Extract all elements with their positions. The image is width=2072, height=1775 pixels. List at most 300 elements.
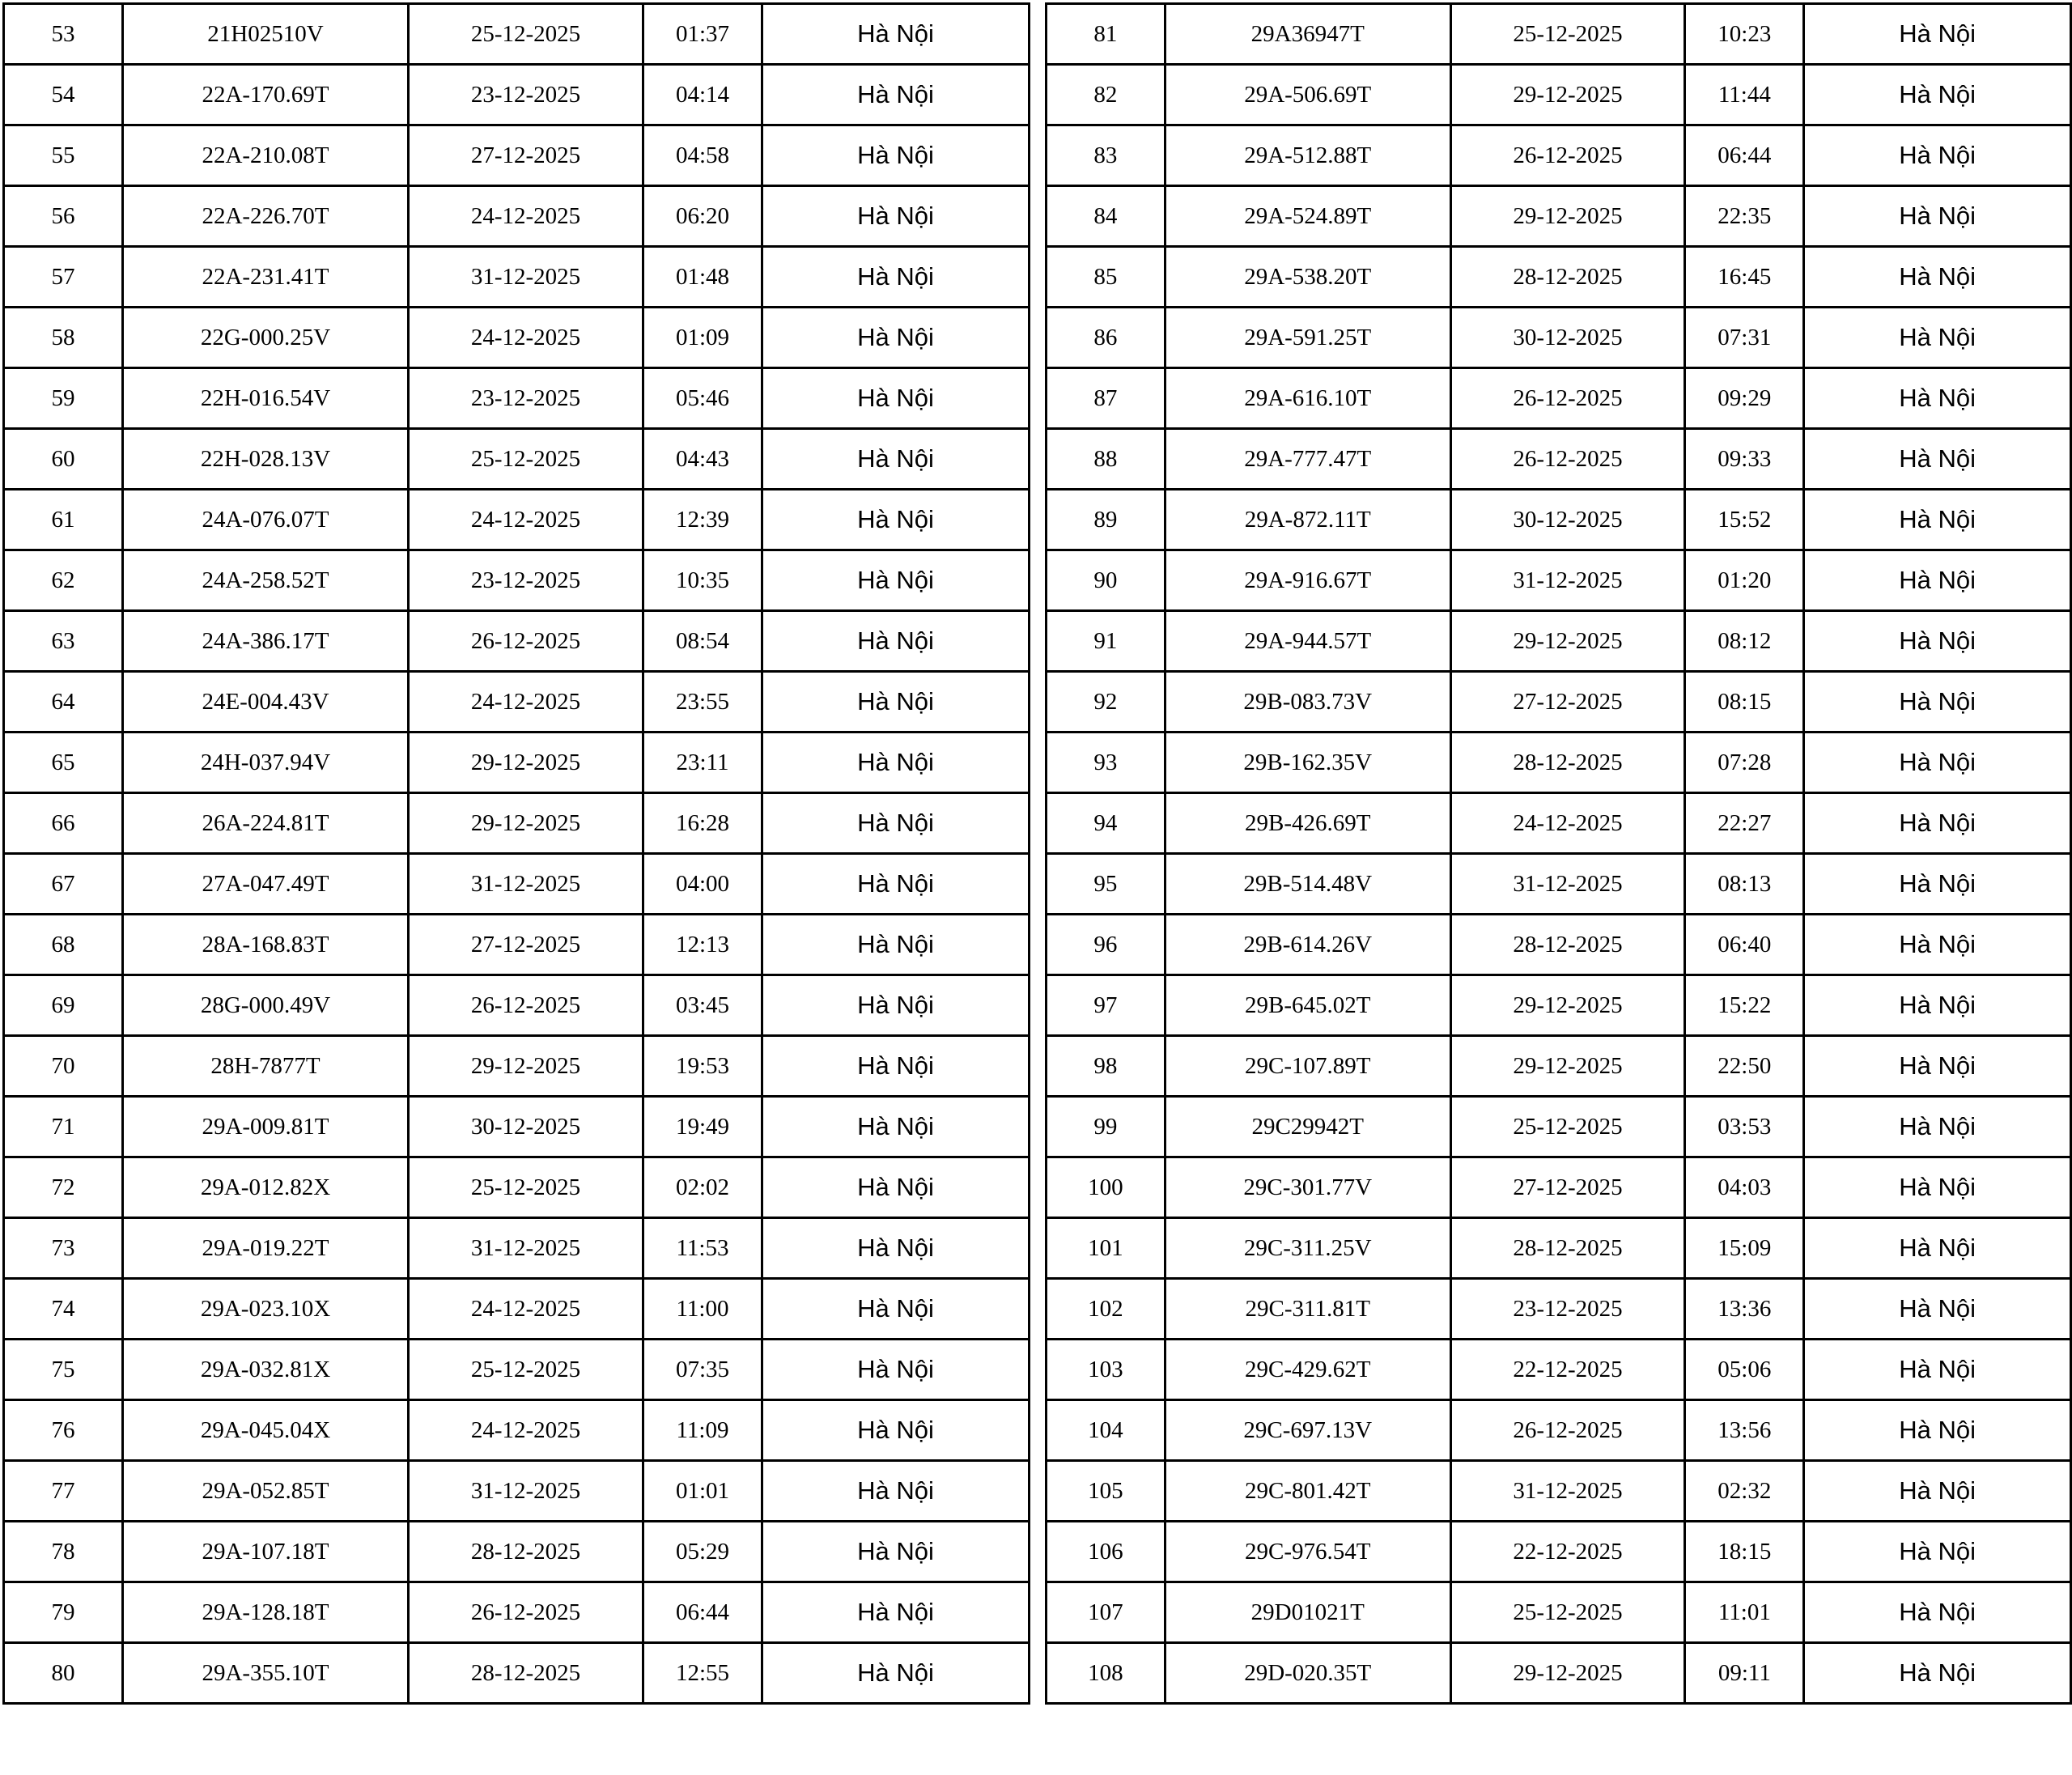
- row-number-cell: 86: [1047, 308, 1166, 368]
- table-row: [4, 1036, 1030, 1097]
- violation-date-cell: 29-12-2025: [409, 733, 643, 793]
- license-plate-cell: 29A-777.47T: [1165, 429, 1450, 490]
- license-plate-cell: 22A-226.70T: [123, 186, 409, 247]
- row-number-cell: 77: [4, 1461, 123, 1522]
- location-cell: Hà Nội: [762, 490, 1030, 550]
- violation-date-cell: 29-12-2025: [409, 1036, 643, 1097]
- table-row: [4, 1218, 1030, 1279]
- violation-date-cell: 31-12-2025: [409, 1218, 643, 1279]
- location-cell: Hà Nội: [1804, 915, 2071, 975]
- table-row: [4, 1522, 1030, 1582]
- license-plate-cell: 26A-224.81T: [123, 793, 409, 854]
- table-row: [4, 308, 1030, 368]
- violation-time-cell: 09:33: [1685, 429, 1804, 490]
- violation-time-cell: 22:35: [1685, 186, 1804, 247]
- violation-date-cell: 23-12-2025: [409, 368, 643, 429]
- license-plate-cell: 29B-083.73V: [1165, 672, 1450, 733]
- table-row: [1047, 1340, 2071, 1400]
- violation-time-cell: 01:01: [643, 1461, 762, 1522]
- table-row: [4, 550, 1030, 611]
- table-row: [4, 186, 1030, 247]
- violation-date-cell: 25-12-2025: [409, 4, 643, 65]
- row-number-cell: 96: [1047, 915, 1166, 975]
- license-plate-cell: 29D-020.35T: [1165, 1643, 1450, 1704]
- license-plate-cell: 29A-872.11T: [1165, 490, 1450, 550]
- violation-date-cell: 22-12-2025: [1450, 1340, 1685, 1400]
- violation-time-cell: 04:14: [643, 65, 762, 125]
- violation-date-cell: 28-12-2025: [1450, 915, 1685, 975]
- violation-date-cell: 31-12-2025: [1450, 1461, 1685, 1522]
- table-row: [1047, 1097, 2071, 1157]
- row-number-cell: 60: [4, 429, 123, 490]
- violation-date-cell: 23-12-2025: [409, 65, 643, 125]
- row-number-cell: 57: [4, 247, 123, 308]
- violation-date-cell: 31-12-2025: [409, 854, 643, 915]
- license-plate-cell: 29A-019.22T: [123, 1218, 409, 1279]
- location-cell: Hà Nội: [1804, 65, 2071, 125]
- location-cell: Hà Nội: [1804, 247, 2071, 308]
- location-cell: Hà Nội: [762, 1340, 1030, 1400]
- table-row: [1047, 1400, 2071, 1461]
- location-cell: Hà Nội: [1804, 429, 2071, 490]
- table-body-left: [4, 4, 1030, 1704]
- violation-time-cell: 07:31: [1685, 308, 1804, 368]
- license-plate-cell: 29C-976.54T: [1165, 1522, 1450, 1582]
- license-plate-cell: 29A-012.82X: [123, 1157, 409, 1218]
- row-number-cell: 84: [1047, 186, 1166, 247]
- license-plate-cell: 22A-170.69T: [123, 65, 409, 125]
- table-row: [1047, 733, 2071, 793]
- row-number-cell: 54: [4, 65, 123, 125]
- violation-time-cell: 06:44: [643, 1582, 762, 1643]
- location-cell: Hà Nội: [762, 1157, 1030, 1218]
- violation-time-cell: 06:20: [643, 186, 762, 247]
- location-cell: Hà Nội: [1804, 1340, 2071, 1400]
- row-number-cell: 88: [1047, 429, 1166, 490]
- license-plate-cell: 28A-168.83T: [123, 915, 409, 975]
- row-number-cell: 55: [4, 125, 123, 186]
- violation-time-cell: 07:35: [643, 1340, 762, 1400]
- violation-time-cell: 23:55: [643, 672, 762, 733]
- row-number-cell: 108: [1047, 1643, 1166, 1704]
- location-cell: Hà Nội: [762, 975, 1030, 1036]
- location-cell: Hà Nội: [1804, 550, 2071, 611]
- license-plate-cell: 24A-258.52T: [123, 550, 409, 611]
- table-row: [4, 1461, 1030, 1522]
- table-row: [1047, 368, 2071, 429]
- table-row: [1047, 65, 2071, 125]
- violation-table-right: [1045, 2, 2072, 1705]
- violation-date-cell: 28-12-2025: [409, 1522, 643, 1582]
- row-number-cell: 62: [4, 550, 123, 611]
- license-plate-cell: 29A-616.10T: [1165, 368, 1450, 429]
- license-plate-cell: 21H02510V: [123, 4, 409, 65]
- table-row: [1047, 672, 2071, 733]
- location-cell: Hà Nội: [762, 733, 1030, 793]
- violation-time-cell: 03:53: [1685, 1097, 1804, 1157]
- violation-time-cell: 04:43: [643, 429, 762, 490]
- violation-date-cell: 29-12-2025: [1450, 1643, 1685, 1704]
- location-cell: Hà Nội: [1804, 793, 2071, 854]
- row-number-cell: 70: [4, 1036, 123, 1097]
- location-cell: Hà Nội: [1804, 308, 2071, 368]
- license-plate-cell: 29C-311.25V: [1165, 1218, 1450, 1279]
- table-row: [4, 1643, 1030, 1704]
- violation-date-cell: 25-12-2025: [1450, 4, 1685, 65]
- location-cell: Hà Nội: [1804, 672, 2071, 733]
- row-number-cell: 94: [1047, 793, 1166, 854]
- violation-time-cell: 09:11: [1685, 1643, 1804, 1704]
- location-cell: Hà Nội: [1804, 1400, 2071, 1461]
- location-cell: Hà Nội: [1804, 4, 2071, 65]
- violation-date-cell: 30-12-2025: [1450, 490, 1685, 550]
- location-cell: Hà Nội: [1804, 1036, 2071, 1097]
- row-number-cell: 56: [4, 186, 123, 247]
- row-number-cell: 98: [1047, 1036, 1166, 1097]
- violation-time-cell: 22:27: [1685, 793, 1804, 854]
- table-row: [4, 793, 1030, 854]
- table-row: [4, 125, 1030, 186]
- row-number-cell: 73: [4, 1218, 123, 1279]
- license-plate-cell: 29A-023.10X: [123, 1279, 409, 1340]
- violation-date-cell: 26-12-2025: [1450, 429, 1685, 490]
- location-cell: Hà Nội: [762, 65, 1030, 125]
- license-plate-cell: 22H-016.54V: [123, 368, 409, 429]
- violation-date-cell: 27-12-2025: [409, 915, 643, 975]
- row-number-cell: 68: [4, 915, 123, 975]
- violation-date-cell: 26-12-2025: [1450, 368, 1685, 429]
- license-plate-cell: 29A-355.10T: [123, 1643, 409, 1704]
- license-plate-cell: 29B-514.48V: [1165, 854, 1450, 915]
- table-row: [1047, 4, 2071, 65]
- table-row: [1047, 429, 2071, 490]
- license-plate-cell: 24H-037.94V: [123, 733, 409, 793]
- table-row: [4, 854, 1030, 915]
- row-number-cell: 101: [1047, 1218, 1166, 1279]
- location-cell: Hà Nội: [762, 4, 1030, 65]
- violation-time-cell: 18:15: [1685, 1522, 1804, 1582]
- license-plate-cell: 29C29942T: [1165, 1097, 1450, 1157]
- table-row: [4, 429, 1030, 490]
- violation-time-cell: 08:54: [643, 611, 762, 672]
- table-body-right: [1047, 4, 2071, 1704]
- location-cell: Hà Nội: [1804, 975, 2071, 1036]
- location-cell: Hà Nội: [1804, 1582, 2071, 1643]
- violation-time-cell: 08:15: [1685, 672, 1804, 733]
- location-cell: Hà Nội: [1804, 1218, 2071, 1279]
- table-row: [1047, 1582, 2071, 1643]
- violation-time-cell: 05:06: [1685, 1340, 1804, 1400]
- table-row: [4, 65, 1030, 125]
- violation-time-cell: 11:00: [643, 1279, 762, 1340]
- violation-time-cell: 08:12: [1685, 611, 1804, 672]
- table-row: [1047, 1036, 2071, 1097]
- violation-time-cell: 04:03: [1685, 1157, 1804, 1218]
- license-plate-cell: 22A-231.41T: [123, 247, 409, 308]
- row-number-cell: 66: [4, 793, 123, 854]
- license-plate-cell: 29A36947T: [1165, 4, 1450, 65]
- row-number-cell: 53: [4, 4, 123, 65]
- license-plate-cell: 28H-7877T: [123, 1036, 409, 1097]
- table-row: [4, 490, 1030, 550]
- violation-time-cell: 13:36: [1685, 1279, 1804, 1340]
- row-number-cell: 105: [1047, 1461, 1166, 1522]
- row-number-cell: 59: [4, 368, 123, 429]
- violation-time-cell: 01:48: [643, 247, 762, 308]
- location-cell: Hà Nội: [1804, 490, 2071, 550]
- table-row: [1047, 186, 2071, 247]
- violation-date-cell: 25-12-2025: [409, 1157, 643, 1218]
- location-cell: Hà Nội: [762, 793, 1030, 854]
- table-row: [1047, 125, 2071, 186]
- row-number-cell: 91: [1047, 611, 1166, 672]
- location-cell: Hà Nội: [762, 125, 1030, 186]
- violation-date-cell: 25-12-2025: [1450, 1582, 1685, 1643]
- violation-date-cell: 26-12-2025: [409, 1582, 643, 1643]
- violation-time-cell: 10:23: [1685, 4, 1804, 65]
- table-row: [4, 247, 1030, 308]
- table-row: [1047, 308, 2071, 368]
- violation-date-cell: 31-12-2025: [409, 1461, 643, 1522]
- license-plate-cell: 29B-162.35V: [1165, 733, 1450, 793]
- location-cell: Hà Nội: [762, 1400, 1030, 1461]
- violation-time-cell: 13:56: [1685, 1400, 1804, 1461]
- violation-date-cell: 30-12-2025: [409, 1097, 643, 1157]
- violation-time-cell: 11:53: [643, 1218, 762, 1279]
- location-cell: Hà Nội: [762, 1461, 1030, 1522]
- row-number-cell: 104: [1047, 1400, 1166, 1461]
- table-row: [4, 1400, 1030, 1461]
- table-row: [1047, 247, 2071, 308]
- row-number-cell: 107: [1047, 1582, 1166, 1643]
- table-row: [4, 4, 1030, 65]
- location-cell: Hà Nội: [762, 308, 1030, 368]
- violation-date-cell: 24-12-2025: [409, 1400, 643, 1461]
- license-plate-cell: 29A-524.89T: [1165, 186, 1450, 247]
- violation-date-cell: 25-12-2025: [409, 1340, 643, 1400]
- location-cell: Hà Nội: [762, 1036, 1030, 1097]
- violation-date-cell: 23-12-2025: [1450, 1279, 1685, 1340]
- violation-time-cell: 04:58: [643, 125, 762, 186]
- row-number-cell: 75: [4, 1340, 123, 1400]
- row-number-cell: 79: [4, 1582, 123, 1643]
- license-plate-cell: 29A-052.85T: [123, 1461, 409, 1522]
- location-cell: Hà Nội: [762, 854, 1030, 915]
- row-number-cell: 102: [1047, 1279, 1166, 1340]
- violation-time-cell: 11:44: [1685, 65, 1804, 125]
- violation-time-cell: 11:09: [643, 1400, 762, 1461]
- violation-date-cell: 24-12-2025: [409, 308, 643, 368]
- table-row: [4, 672, 1030, 733]
- license-plate-cell: 29A-916.67T: [1165, 550, 1450, 611]
- row-number-cell: 67: [4, 854, 123, 915]
- table-row: [1047, 854, 2071, 915]
- license-plate-cell: 24A-386.17T: [123, 611, 409, 672]
- violation-time-cell: 15:22: [1685, 975, 1804, 1036]
- table-row: [4, 1582, 1030, 1643]
- violation-time-cell: 01:20: [1685, 550, 1804, 611]
- row-number-cell: 95: [1047, 854, 1166, 915]
- row-number-cell: 103: [1047, 1340, 1166, 1400]
- table-row: [4, 368, 1030, 429]
- table-row: [4, 1279, 1030, 1340]
- violation-time-cell: 12:39: [643, 490, 762, 550]
- license-plate-cell: 22G-000.25V: [123, 308, 409, 368]
- violation-time-cell: 12:13: [643, 915, 762, 975]
- license-plate-cell: 27A-047.49T: [123, 854, 409, 915]
- license-plate-cell: 22A-210.08T: [123, 125, 409, 186]
- license-plate-cell: 29D01021T: [1165, 1582, 1450, 1643]
- violation-date-cell: 24-12-2025: [409, 672, 643, 733]
- location-cell: Hà Nội: [762, 186, 1030, 247]
- row-number-cell: 72: [4, 1157, 123, 1218]
- row-number-cell: 80: [4, 1643, 123, 1704]
- violation-date-cell: 25-12-2025: [409, 429, 643, 490]
- row-number-cell: 106: [1047, 1522, 1166, 1582]
- location-cell: Hà Nội: [762, 550, 1030, 611]
- license-plate-cell: 29A-107.18T: [123, 1522, 409, 1582]
- violation-time-cell: 04:00: [643, 854, 762, 915]
- license-plate-cell: 29C-429.62T: [1165, 1340, 1450, 1400]
- table-row: [4, 1157, 1030, 1218]
- violation-date-cell: 24-12-2025: [409, 1279, 643, 1340]
- license-plate-cell: 29A-591.25T: [1165, 308, 1450, 368]
- violation-time-cell: 19:53: [643, 1036, 762, 1097]
- row-number-cell: 90: [1047, 550, 1166, 611]
- violation-time-cell: 11:01: [1685, 1582, 1804, 1643]
- location-cell: Hà Nội: [762, 1097, 1030, 1157]
- location-cell: Hà Nội: [762, 247, 1030, 308]
- violation-table-left: [2, 2, 1030, 1705]
- location-cell: Hà Nội: [762, 1218, 1030, 1279]
- table-row: [1047, 1643, 2071, 1704]
- row-number-cell: 82: [1047, 65, 1166, 125]
- violation-date-cell: 26-12-2025: [409, 611, 643, 672]
- violation-time-cell: 19:49: [643, 1097, 762, 1157]
- table-row: [1047, 975, 2071, 1036]
- location-cell: Hà Nội: [762, 672, 1030, 733]
- license-plate-cell: 24E-004.43V: [123, 672, 409, 733]
- row-number-cell: 100: [1047, 1157, 1166, 1218]
- table-row: [4, 975, 1030, 1036]
- violation-time-cell: 16:28: [643, 793, 762, 854]
- table-row: [4, 1097, 1030, 1157]
- violation-date-cell: 29-12-2025: [1450, 65, 1685, 125]
- license-plate-cell: 29A-009.81T: [123, 1097, 409, 1157]
- license-plate-cell: 29A-944.57T: [1165, 611, 1450, 672]
- violation-time-cell: 15:09: [1685, 1218, 1804, 1279]
- location-cell: Hà Nội: [1804, 854, 2071, 915]
- license-plate-cell: 29C-107.89T: [1165, 1036, 1450, 1097]
- license-plate-cell: 29C-311.81T: [1165, 1279, 1450, 1340]
- table-row: [4, 733, 1030, 793]
- violation-time-cell: 23:11: [643, 733, 762, 793]
- row-number-cell: 64: [4, 672, 123, 733]
- location-cell: Hà Nội: [1804, 1461, 2071, 1522]
- violation-date-cell: 27-12-2025: [1450, 1157, 1685, 1218]
- violation-time-cell: 03:45: [643, 975, 762, 1036]
- violation-time-cell: 02:32: [1685, 1461, 1804, 1522]
- row-number-cell: 71: [4, 1097, 123, 1157]
- license-plate-cell: 29C-801.42T: [1165, 1461, 1450, 1522]
- violation-time-cell: 02:02: [643, 1157, 762, 1218]
- row-number-cell: 61: [4, 490, 123, 550]
- location-cell: Hà Nội: [762, 915, 1030, 975]
- violation-date-cell: 25-12-2025: [1450, 1097, 1685, 1157]
- table-row: [1047, 793, 2071, 854]
- violation-time-cell: 12:55: [643, 1643, 762, 1704]
- table-row: [4, 1340, 1030, 1400]
- violation-date-cell: 23-12-2025: [409, 550, 643, 611]
- violation-date-cell: 29-12-2025: [409, 793, 643, 854]
- license-plate-cell: 29A-032.81X: [123, 1340, 409, 1400]
- row-number-cell: 85: [1047, 247, 1166, 308]
- license-plate-cell: 29B-614.26V: [1165, 915, 1450, 975]
- row-number-cell: 58: [4, 308, 123, 368]
- location-cell: Hà Nội: [1804, 1097, 2071, 1157]
- license-plate-cell: 24A-076.07T: [123, 490, 409, 550]
- location-cell: Hà Nội: [762, 429, 1030, 490]
- license-plate-cell: 29A-045.04X: [123, 1400, 409, 1461]
- location-cell: Hà Nội: [762, 1279, 1030, 1340]
- violation-time-cell: 16:45: [1685, 247, 1804, 308]
- table-row: [4, 915, 1030, 975]
- table-row: [1047, 1157, 2071, 1218]
- location-cell: Hà Nội: [1804, 1643, 2071, 1704]
- row-number-cell: 89: [1047, 490, 1166, 550]
- table-row: [1047, 490, 2071, 550]
- row-number-cell: 65: [4, 733, 123, 793]
- violation-date-cell: 31-12-2025: [409, 247, 643, 308]
- license-plate-cell: 29A-512.88T: [1165, 125, 1450, 186]
- violation-time-cell: 01:09: [643, 308, 762, 368]
- location-cell: Hà Nội: [1804, 733, 2071, 793]
- violation-date-cell: 29-12-2025: [1450, 611, 1685, 672]
- location-cell: Hà Nội: [1804, 368, 2071, 429]
- table-row: [1047, 550, 2071, 611]
- violation-date-cell: 31-12-2025: [1450, 550, 1685, 611]
- license-plate-cell: 29A-506.69T: [1165, 65, 1450, 125]
- violation-date-cell: 29-12-2025: [1450, 1036, 1685, 1097]
- violation-date-cell: 28-12-2025: [1450, 733, 1685, 793]
- location-cell: Hà Nội: [762, 1522, 1030, 1582]
- table-row: [1047, 1218, 2071, 1279]
- violation-date-cell: 29-12-2025: [1450, 186, 1685, 247]
- row-number-cell: 99: [1047, 1097, 1166, 1157]
- table-row: [1047, 611, 2071, 672]
- table-row: [1047, 1461, 2071, 1522]
- row-number-cell: 92: [1047, 672, 1166, 733]
- violation-time-cell: 22:50: [1685, 1036, 1804, 1097]
- row-number-cell: 69: [4, 975, 123, 1036]
- license-plate-cell: 29C-697.13V: [1165, 1400, 1450, 1461]
- table-row: [4, 611, 1030, 672]
- row-number-cell: 83: [1047, 125, 1166, 186]
- license-plate-cell: 29B-426.69T: [1165, 793, 1450, 854]
- license-plate-cell: 29C-301.77V: [1165, 1157, 1450, 1218]
- violation-date-cell: 24-12-2025: [409, 490, 643, 550]
- violation-time-cell: 01:37: [643, 4, 762, 65]
- location-cell: Hà Nội: [1804, 611, 2071, 672]
- violation-date-cell: 22-12-2025: [1450, 1522, 1685, 1582]
- violation-date-cell: 27-12-2025: [1450, 672, 1685, 733]
- license-plate-cell: 22H-028.13V: [123, 429, 409, 490]
- location-cell: Hà Nội: [762, 368, 1030, 429]
- violation-time-cell: 10:35: [643, 550, 762, 611]
- row-number-cell: 93: [1047, 733, 1166, 793]
- location-cell: Hà Nội: [762, 1582, 1030, 1643]
- license-plate-cell: 29A-128.18T: [123, 1582, 409, 1643]
